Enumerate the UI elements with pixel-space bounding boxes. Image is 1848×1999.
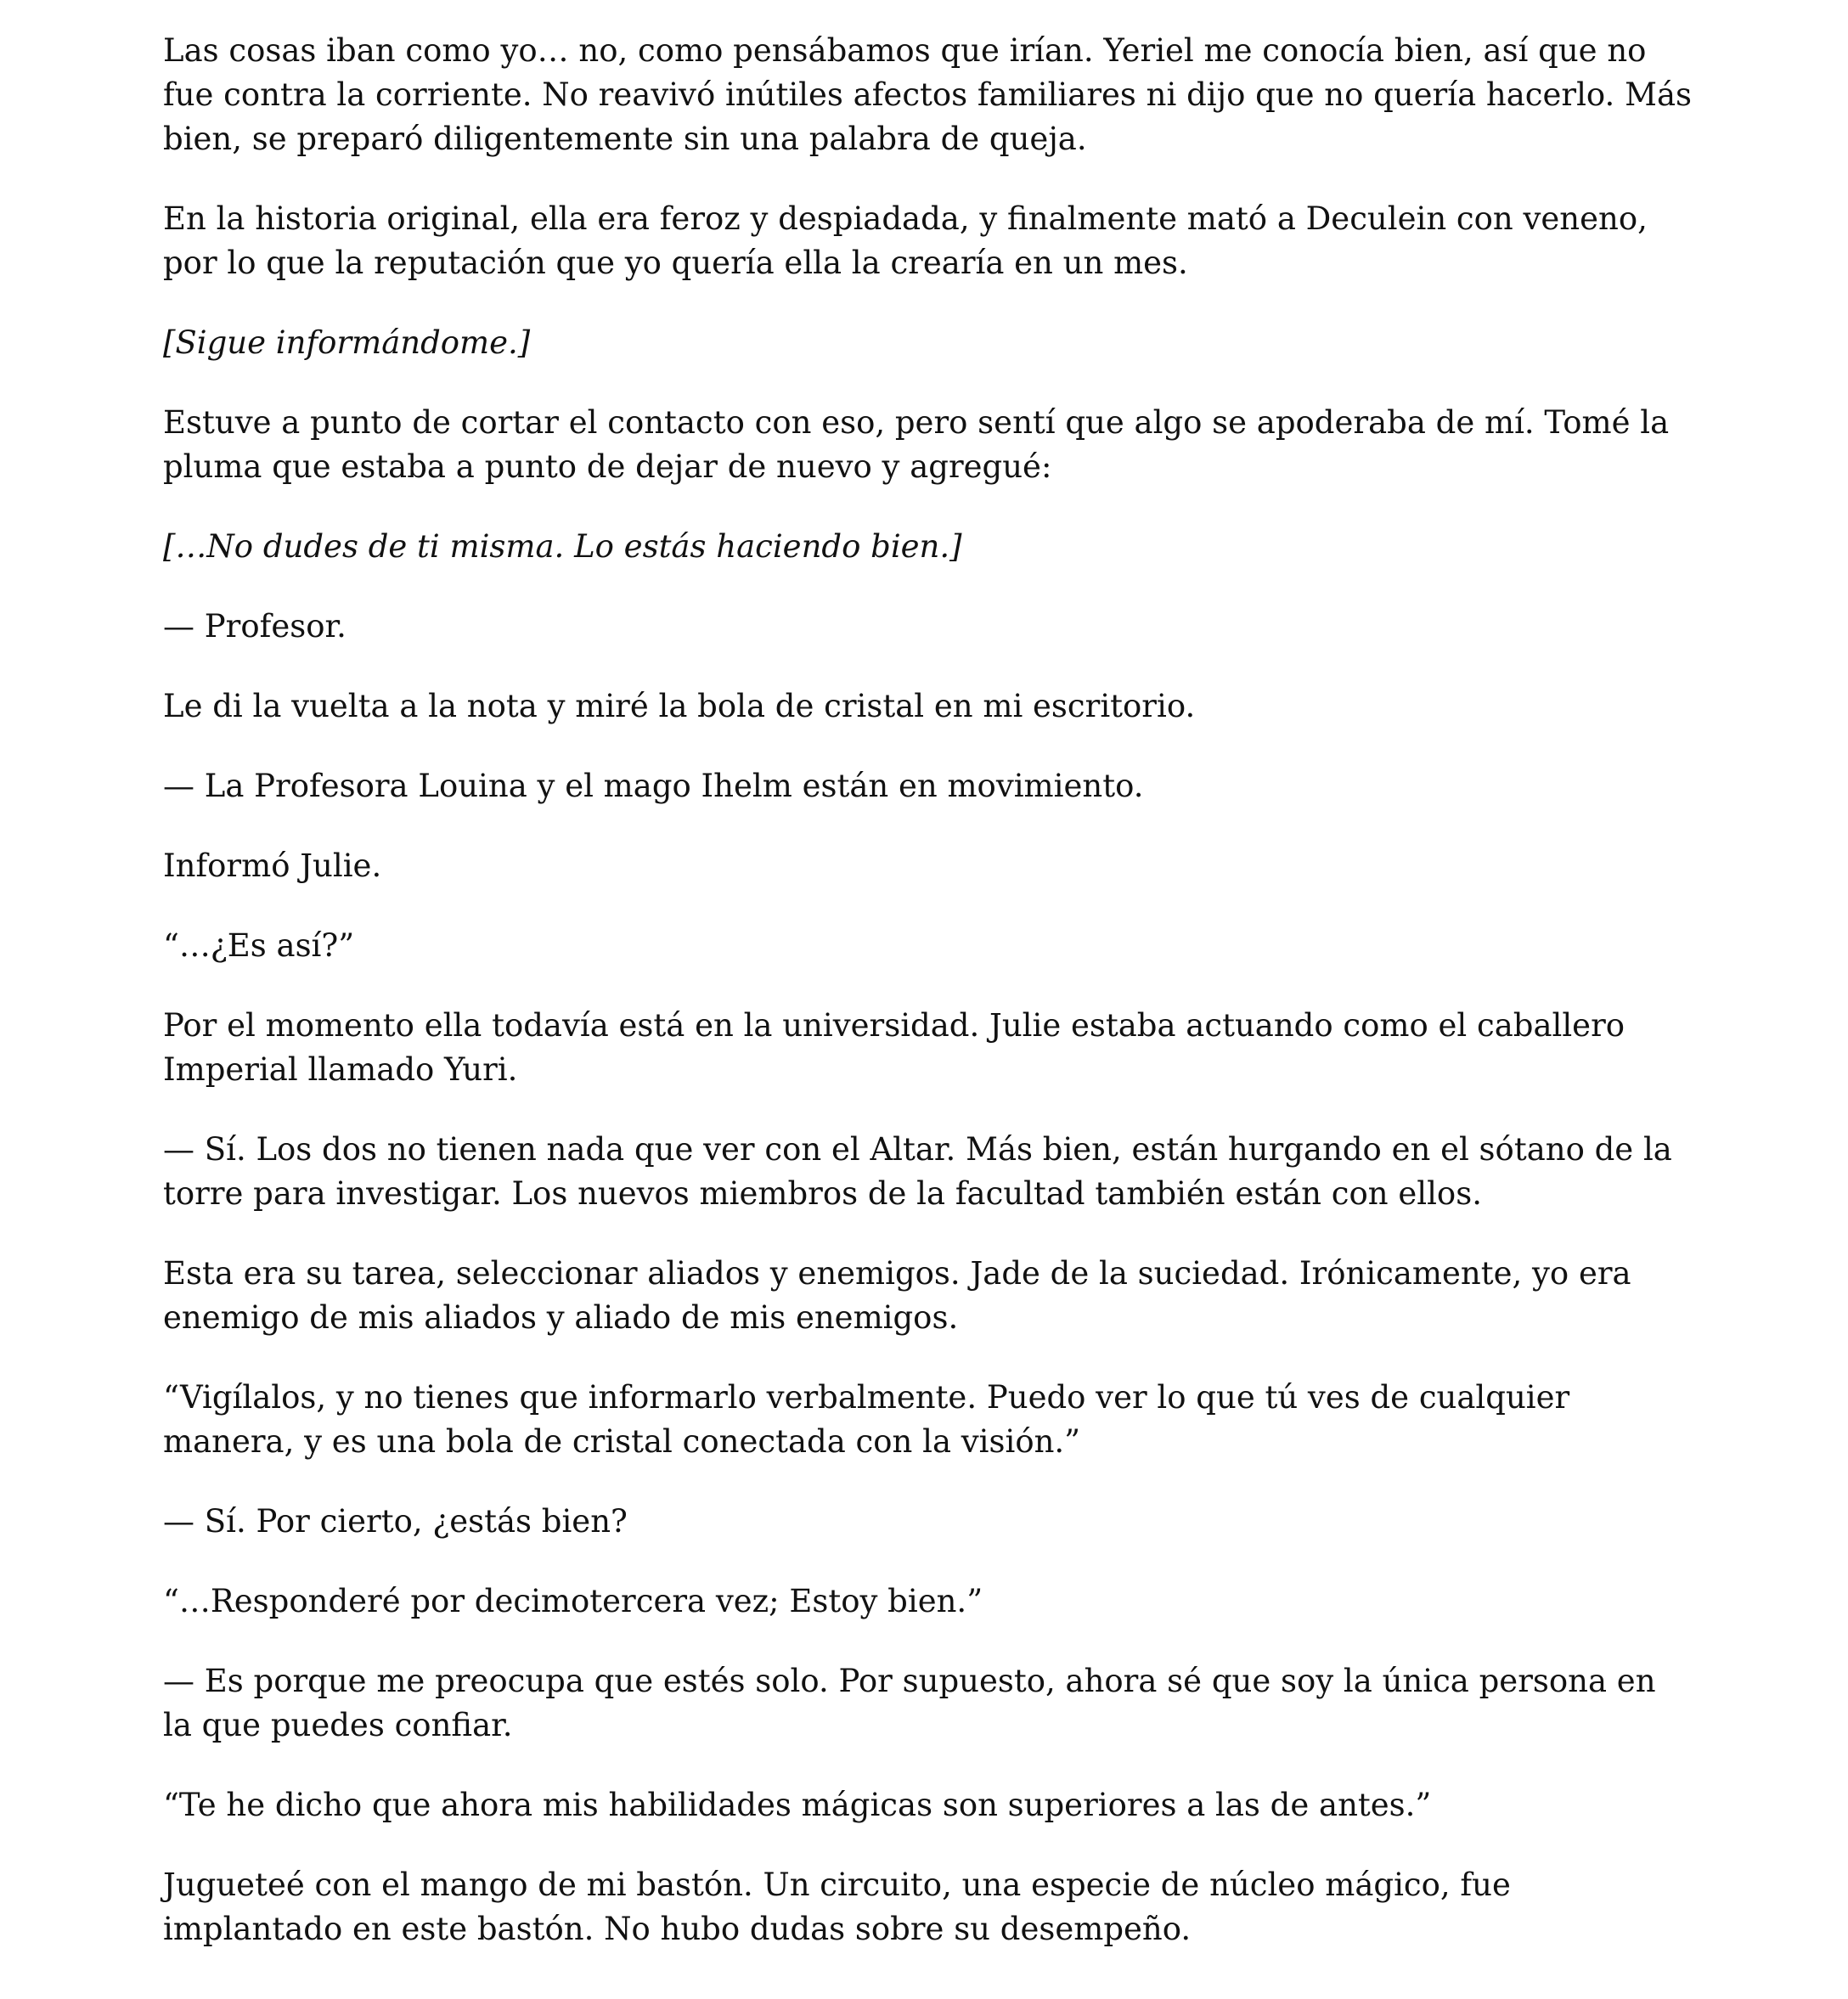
paragraph-1: Las cosas iban como yo… no, como pensábamos que irían. Yeriel me conocía bien, así que no fue contra la corriente. No reavivó inútiles afectos familiares ni dijo que no quería hacerlo. Más bien, se preparó diligentemente sin una palabra de queja. bbox=[163, 32, 1693, 157]
paragraph-13: Esta era su tarea, seleccionar aliados y enemigos. Jade de la suciedad. Irónicamente, yo era enemigo de mis aliados y aliado de mis enemigos. bbox=[163, 1255, 1631, 1336]
paragraph-2: En la historia original, ella era feroz y despiadada, y finalmente mató a Deculein con veneno, por lo que la reputación que yo quería ella la crearía en un mes. bbox=[163, 200, 1648, 281]
paragraph-12-dialogue: — Sí. Los dos no tienen nada que ver con el Altar. Más bien, están hurgando en el sótano de la torre para investigar. Los nuevos miembros de la facultad también están con ellos. bbox=[163, 1131, 1672, 1212]
paragraph-4: Estuve a punto de cortar el contacto con eso, pero sentí que algo se apoderaba de mí. Tomé la pluma que estaba a punto de dejar de nuevo y agregué: bbox=[163, 404, 1670, 485]
paragraph-9: Informó Julie. bbox=[163, 847, 382, 884]
paragraph-10-quote: “…¿Es así?” bbox=[163, 927, 355, 964]
paragraph-15-dialogue: — Sí. Por cierto, ¿estás bien? bbox=[163, 1503, 628, 1540]
paragraph-6-dialogue: — Profesor. bbox=[163, 608, 346, 645]
paragraph-11: Por el momento ella todavía está en la universidad. Julie estaba actuando como el caballero Imperial llamado Yuri. bbox=[163, 1007, 1625, 1088]
paragraph-14-quote: “Vigílalos, y no tienes que informarlo verbalmente. Puedo ver lo que tú ves de cualquier manera, y es una bola de cristal conectada con la visión.” bbox=[163, 1379, 1570, 1460]
paragraph-17-dialogue: — Es porque me preocupa que estés solo. Por supuesto, ahora sé que soy la única persona en la que puedes confiar. bbox=[163, 1663, 1656, 1743]
paragraph-19: Jugueteé con el mango de mi bastón. Un circuito, una especie de núcleo mágico, fue implantado en este bastón. No hubo dudas sobre su desempeño. bbox=[163, 1867, 1511, 1947]
paragraph-5-note: […No dudes de ti misma. Lo estás haciendo bien.] bbox=[163, 528, 962, 565]
document-page bbox=[163, 29, 1692, 1987]
paragraph-16-quote: “…Responderé por decimotercera vez; Estoy bien.” bbox=[163, 1583, 983, 1619]
paragraph-18-quote: “Te he dicho que ahora mis habilidades mágicas son superiores a las de antes.” bbox=[163, 1787, 1432, 1823]
paragraph-8-dialogue: — La Profesora Louina y el mago Ihelm están en movimiento. bbox=[163, 768, 1144, 804]
paragraph-3-note: [Sigue informándome.] bbox=[163, 324, 531, 361]
paragraph-7: Le di la vuelta a la nota y miré la bola de cristal en mi escritorio. bbox=[163, 688, 1196, 724]
